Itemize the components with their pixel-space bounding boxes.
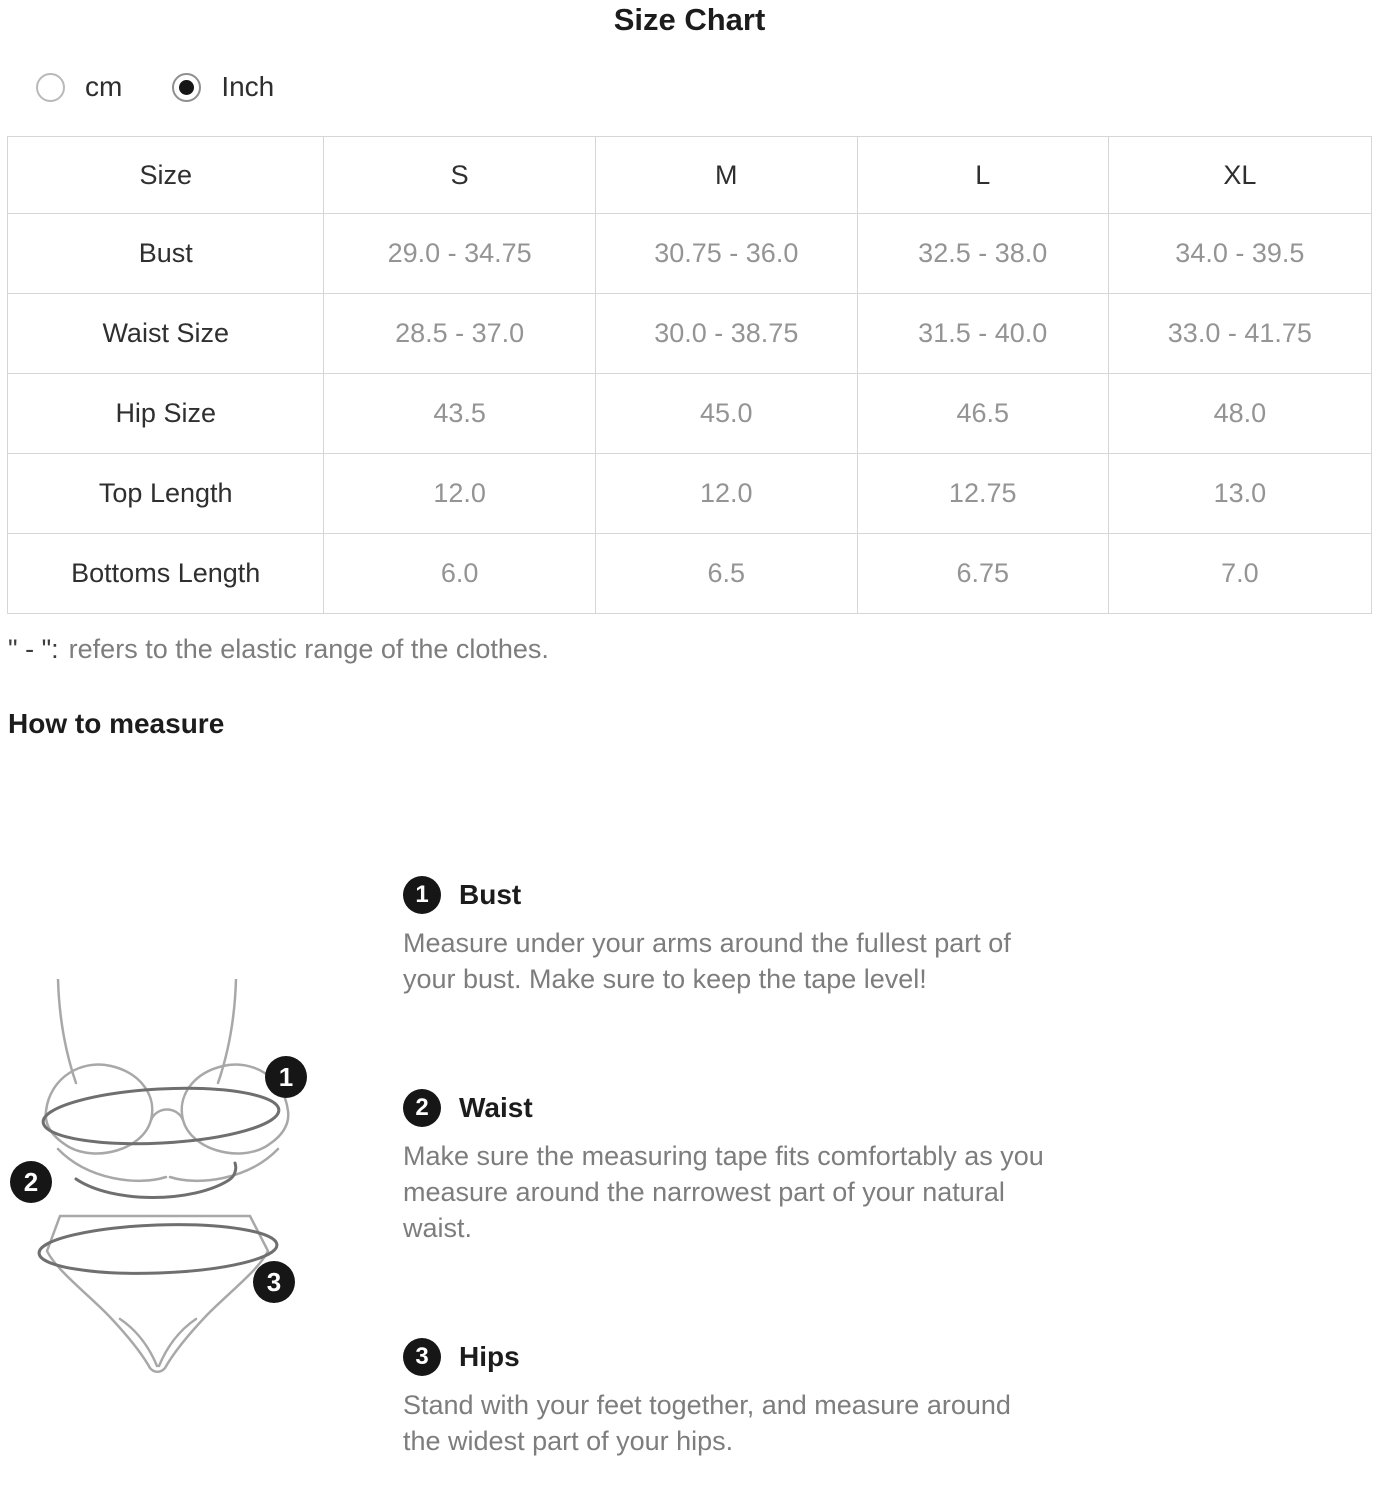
- measure-step-hips: [403, 1338, 1053, 1459]
- cell-hip-s: 43.5: [324, 374, 595, 454]
- measurement-figure: [8, 979, 330, 1381]
- step-number-badge: 1: [403, 876, 441, 914]
- unit-option-inch[interactable]: [172, 71, 274, 103]
- step-head: [403, 876, 1053, 914]
- cell-bust-m: 30.75 - 36.0: [595, 214, 857, 294]
- unit-option-cm[interactable]: [36, 71, 122, 103]
- table-header-row: [8, 137, 1372, 214]
- column-header-s: S: [324, 137, 595, 214]
- step-number-badge: 2: [403, 1089, 441, 1127]
- size-table: [7, 136, 1372, 614]
- unit-inch-label: Inch: [221, 71, 275, 102]
- step-description: Stand with your feet together, and measure around the widest part of your hips.: [403, 1390, 1011, 1456]
- cell-toplength-l: 12.75: [857, 454, 1108, 534]
- column-header-m: M: [595, 137, 857, 214]
- row-label: Top Length: [8, 454, 324, 534]
- note-symbol: " - ":: [8, 634, 59, 664]
- measure-step-waist: [403, 1089, 1053, 1246]
- step-head: [403, 1089, 1053, 1127]
- row-label: Bust: [8, 214, 324, 294]
- cell-hip-l: 46.5: [857, 374, 1108, 454]
- step-title: Hips: [459, 1341, 520, 1372]
- figure-marker-2: 2: [10, 1161, 52, 1203]
- cell-hip-m: 45.0: [595, 374, 857, 454]
- how-to-measure-section: [0, 740, 1379, 1500]
- cell-bottomslength-s: 6.0: [324, 534, 595, 614]
- radio-selected-dot: [179, 80, 194, 95]
- radio-cm-icon[interactable]: [36, 73, 65, 102]
- column-header-size: Size: [8, 137, 324, 214]
- cell-toplength-m: 12.0: [595, 454, 857, 534]
- cell-waist-s: 28.5 - 37.0: [324, 294, 595, 374]
- row-label: Waist Size: [8, 294, 324, 374]
- elastic-note: [8, 632, 1379, 666]
- table-row-bust: [8, 214, 1372, 294]
- cell-toplength-xl: 13.0: [1108, 454, 1371, 534]
- bikini-illustration: [8, 979, 330, 1381]
- cell-bust-xl: 34.0 - 39.5: [1108, 214, 1371, 294]
- radio-inch-icon[interactable]: [172, 73, 201, 102]
- cell-bottomslength-m: 6.5: [595, 534, 857, 614]
- note-text: refers to the elastic range of the clothes.: [68, 634, 549, 664]
- figure-marker-1: 1: [265, 1056, 307, 1098]
- cell-toplength-s: 12.0: [324, 454, 595, 534]
- cell-bust-s: 29.0 - 34.75: [324, 214, 595, 294]
- column-header-l: L: [857, 137, 1108, 214]
- figure-marker-3: 3: [253, 1261, 295, 1303]
- step-description: Make sure the measuring tape fits comfortably as you measure around the narrowest part of your natural waist.: [403, 1141, 1044, 1243]
- table-row-top-length: [8, 454, 1372, 534]
- measure-steps: [403, 740, 1053, 1459]
- cell-hip-xl: 48.0: [1108, 374, 1371, 454]
- cell-waist-m: 30.0 - 38.75: [595, 294, 857, 374]
- cell-bust-l: 32.5 - 38.0: [857, 214, 1108, 294]
- row-label: Hip Size: [8, 374, 324, 454]
- table-row-waist: [8, 294, 1372, 374]
- step-title: Waist: [459, 1092, 533, 1123]
- step-number-badge: 3: [403, 1338, 441, 1376]
- cell-bottomslength-xl: 7.0: [1108, 534, 1371, 614]
- step-description: Measure under your arms around the fullest part of your bust. Make sure to keep the tape level!: [403, 928, 1011, 994]
- cell-waist-xl: 33.0 - 41.75: [1108, 294, 1371, 374]
- measure-step-bust: [403, 876, 1053, 997]
- step-title: Bust: [459, 879, 522, 910]
- row-label: Bottoms Length: [8, 534, 324, 614]
- how-to-measure-heading: How to measure: [8, 708, 225, 739]
- cell-waist-l: 31.5 - 40.0: [857, 294, 1108, 374]
- unit-toggle: [36, 71, 1379, 103]
- column-header-xl: XL: [1108, 137, 1371, 214]
- table-row-bottoms-length: [8, 534, 1372, 614]
- unit-cm-label: cm: [85, 71, 123, 102]
- page-title: Size Chart: [613, 2, 766, 37]
- step-head: [403, 1338, 1053, 1376]
- table-row-hip: [8, 374, 1372, 454]
- cell-bottomslength-l: 6.75: [857, 534, 1108, 614]
